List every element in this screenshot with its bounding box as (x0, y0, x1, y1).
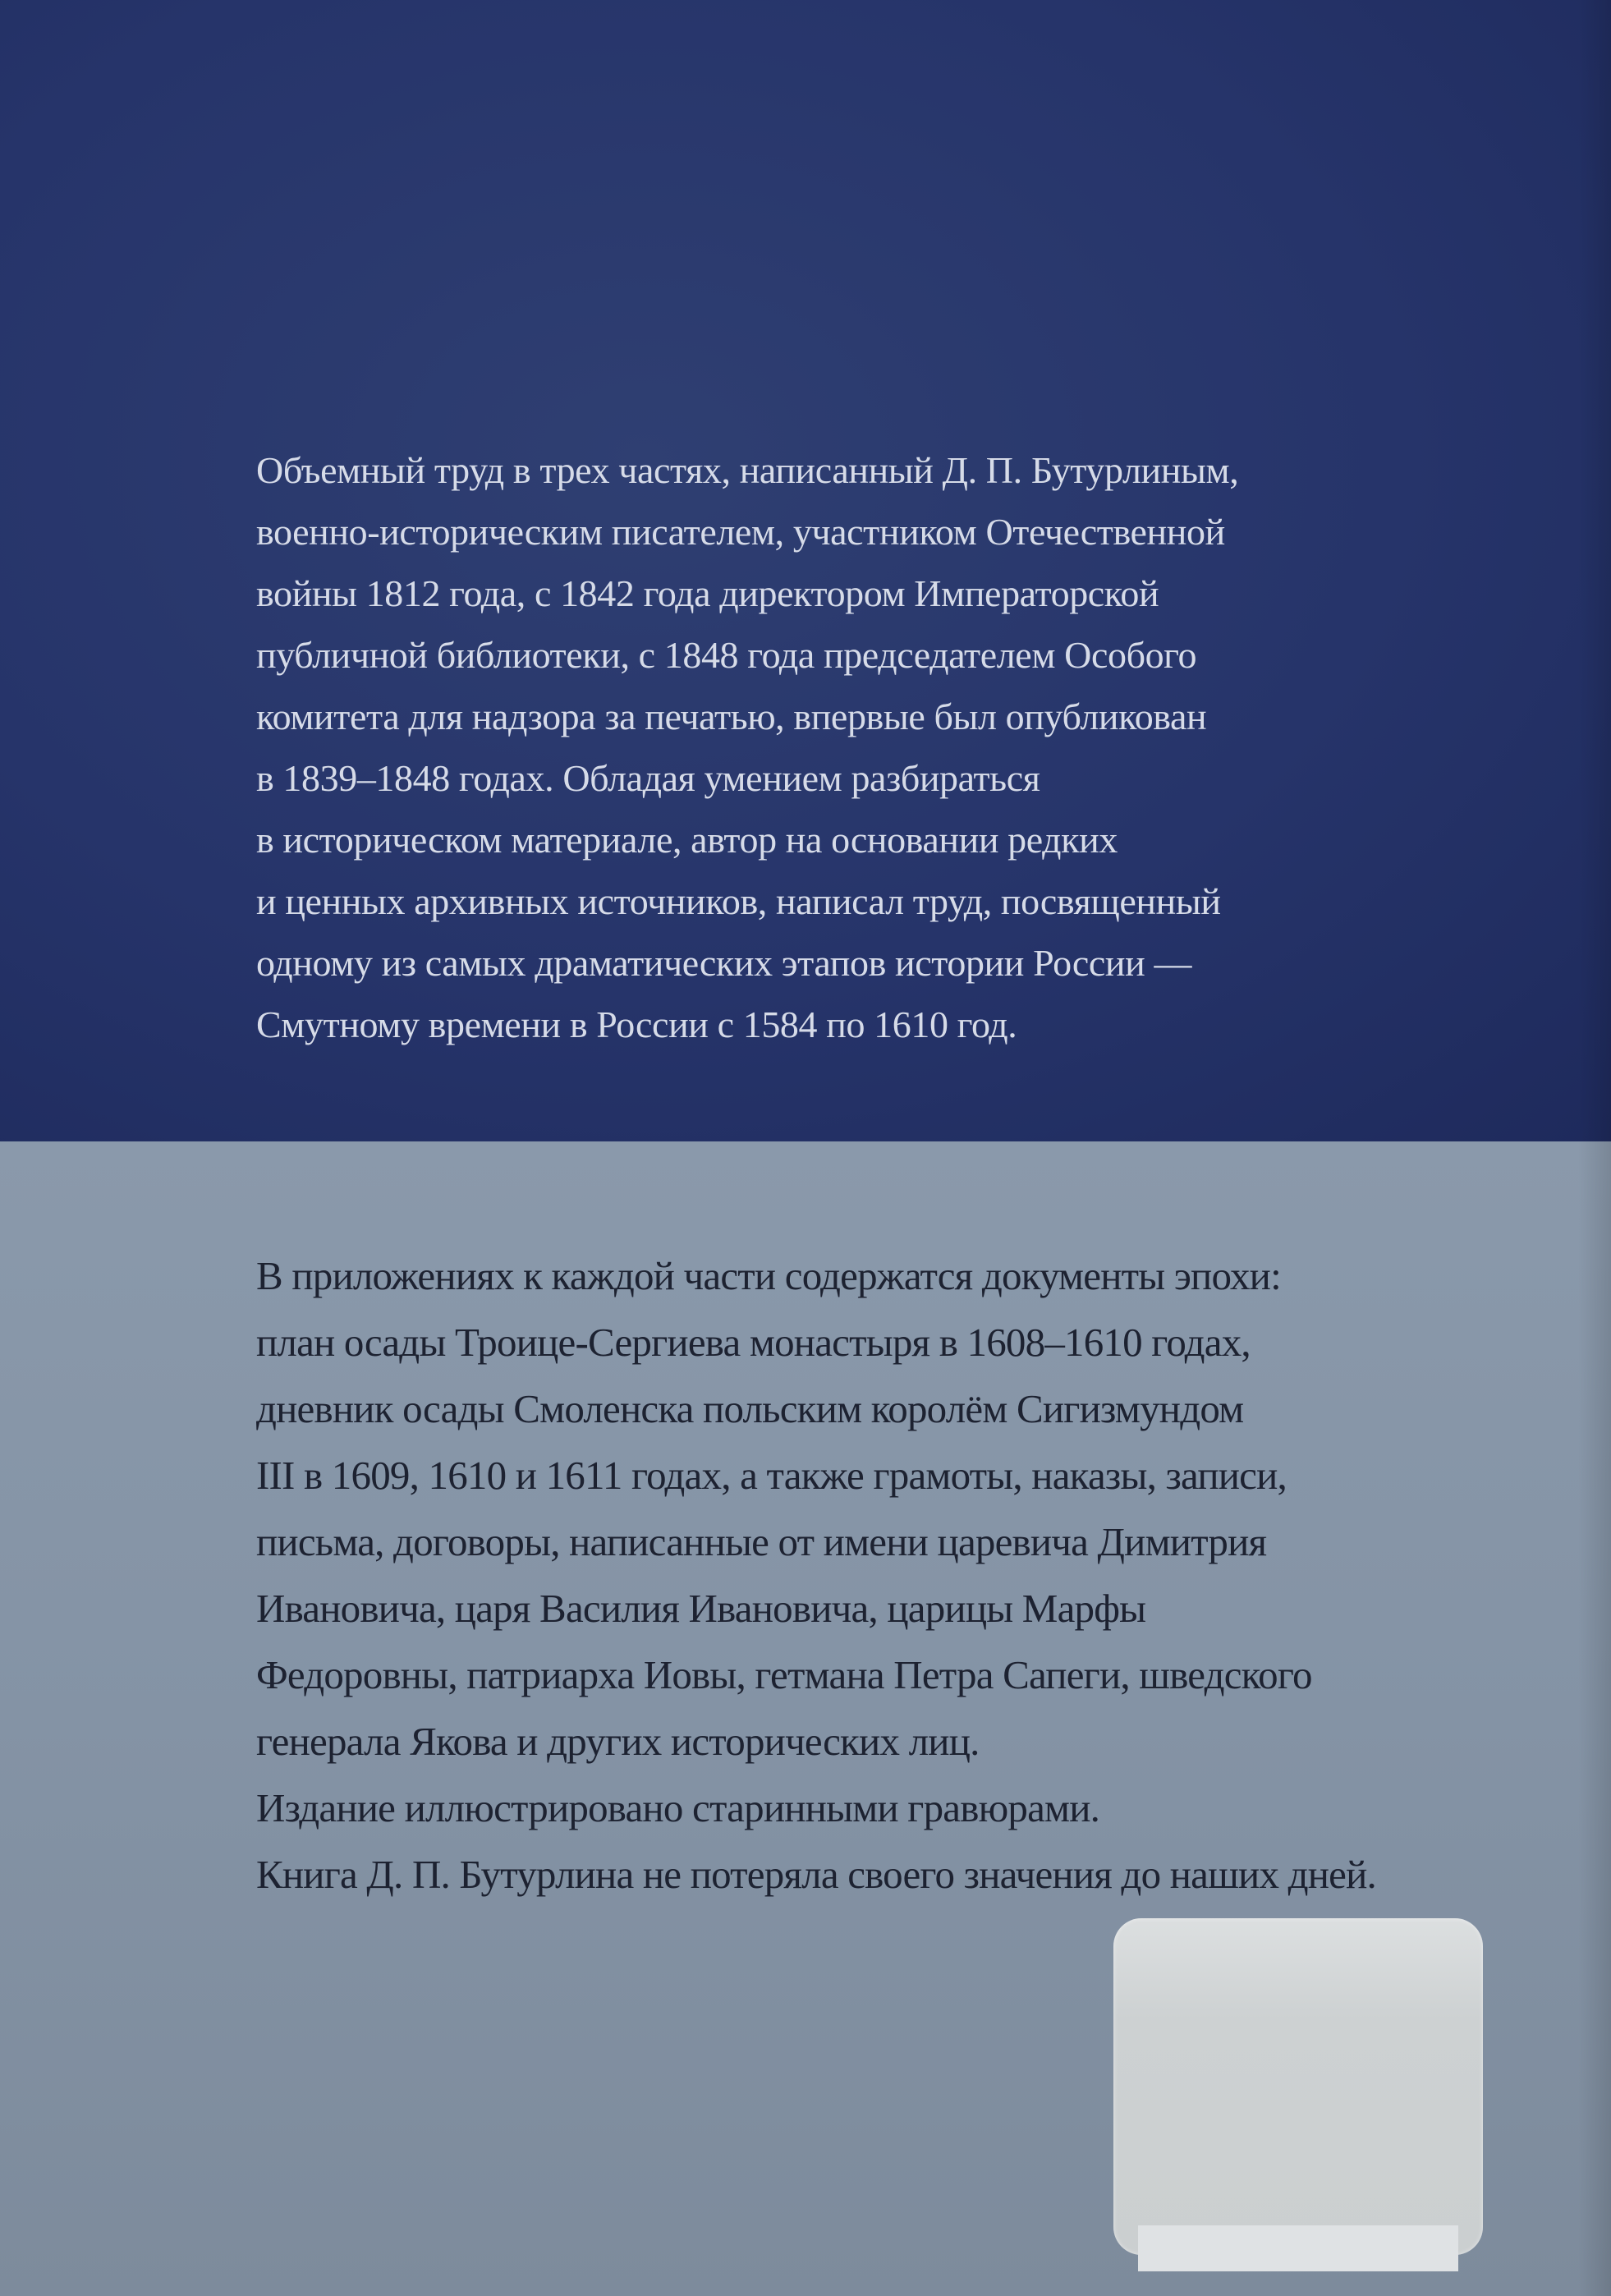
appendix-paragraph (256, 1242, 1376, 1908)
text-line: Федоровны, патриарха Иовы, гетмана Петра Сапеги, шведского (256, 1652, 1312, 1697)
blank-label-sticker (1113, 1918, 1483, 2255)
text-line: письма, договоры, написанные от имени царевича Димитрия (256, 1519, 1267, 1564)
text-line: и ценных архивных источников, написал труд, посвященный (256, 880, 1221, 922)
text-line: в историческом материале, автор на основании редких (256, 819, 1118, 861)
text-line: военно-историческим писателем, участником Отечественной (256, 511, 1225, 553)
label-sticker-tab (1138, 2225, 1458, 2271)
text-line: публичной библиотеки, с 1848 года председателем Особого (256, 634, 1197, 676)
text-line: план осады Троице-Сергиева монастыря в 1608–1610 годах, (256, 1320, 1251, 1365)
text-line: генерала Якова и других исторических лиц. (256, 1719, 980, 1764)
text-line: Ивановича, царя Василия Ивановича, царицы Марфы (256, 1586, 1146, 1631)
text-line: дневник осады Смоленска польским королём Сигизмундом (256, 1386, 1244, 1431)
text-line: комитета для надзора за печатью, впервые был опубликован (256, 696, 1207, 737)
description-paragraph (256, 439, 1238, 1055)
text-line: В приложениях к каждой части содержатся документы эпохи: (256, 1253, 1281, 1298)
text-line: Книга Д. П. Бутурлина не потеряла своего значения до наших дней. (256, 1852, 1376, 1897)
text-line: Смутному времени в России с 1584 по 1610 год. (256, 1003, 1017, 1045)
text-line: войны 1812 года, с 1842 года директором Императорской (256, 572, 1159, 614)
cover-edge-shadow (1578, 0, 1611, 2296)
text-line: одному из самых драматических этапов истории России — (256, 942, 1192, 984)
text-line: Издание иллюстрировано старинными гравюрами. (256, 1785, 1100, 1830)
text-line: в 1839–1848 годах. Обладая умением разбираться (256, 757, 1040, 799)
text-line: Объемный труд в трех частях, написанный Д. П. Бутурлиным, (256, 449, 1239, 491)
text-line: III в 1609, 1610 и 1611 годах, а также грамоты, наказы, записи, (256, 1453, 1287, 1498)
